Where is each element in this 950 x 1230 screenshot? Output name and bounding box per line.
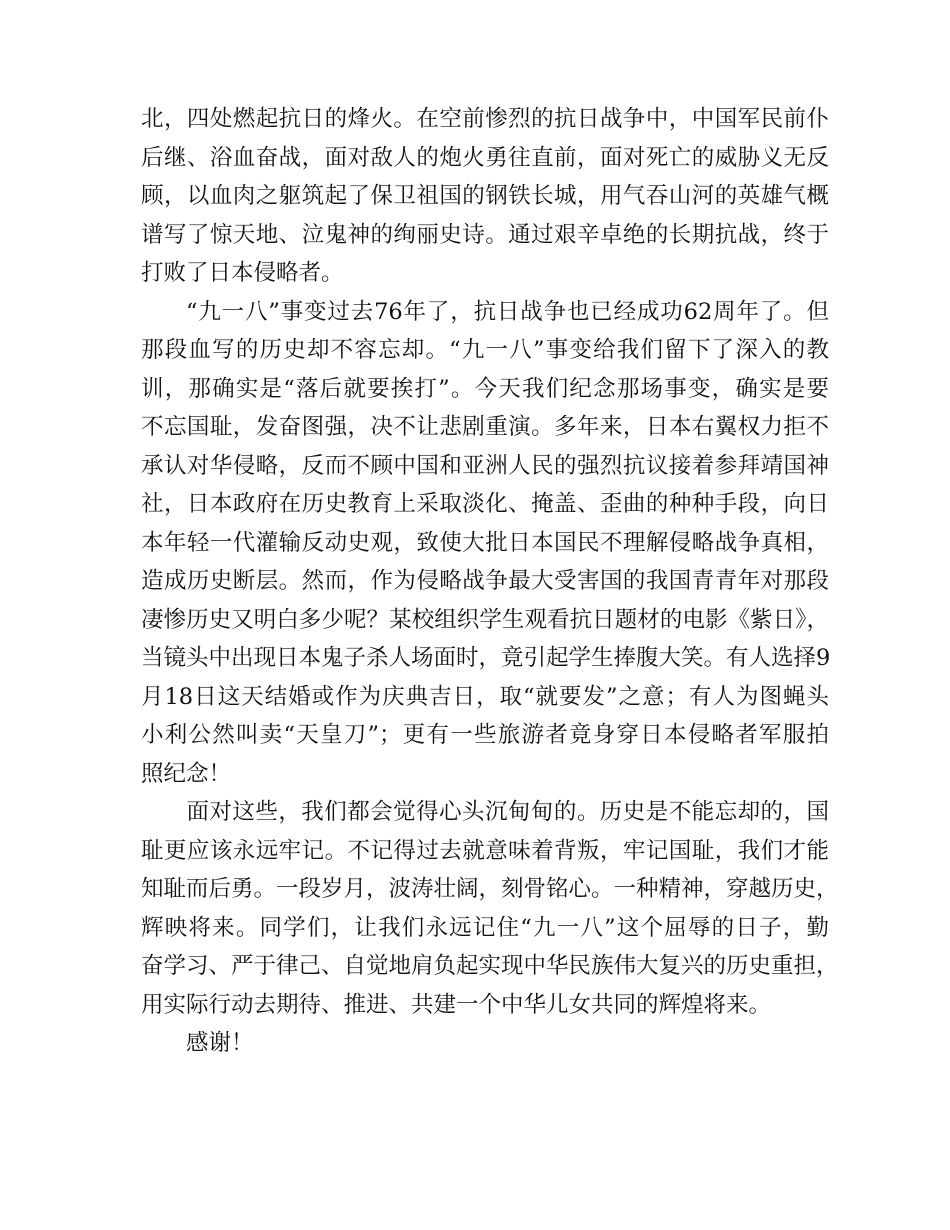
text-line: 凄惨历史又明白多少呢？某校组织学生观看抗日题材的电影《紫日》， — [141, 606, 829, 633]
text-line: 不忘国耻，发奋图强，决不让悲剧重演。多年来，日本右翼权力拒不 — [141, 414, 829, 440]
text-line: 北，四处燃起抗日的烽火。在空前惨烈的抗日战争中，中国军民前仆 — [141, 106, 829, 132]
text-line: 那段血写的历史却不容忘却。“九一八”事变给我们留下了深入的教 — [141, 337, 829, 363]
paragraph-1 — [141, 100, 829, 293]
text-line: 小利公然叫卖“天皇刀”；更有一些旅游者竟身穿日本侵略者军服拍 — [141, 722, 829, 748]
paragraph-4 — [141, 1024, 829, 1063]
text-line: 谱写了惊天地、泣鬼神的绚丽史诗。通过艰辛卓绝的长期抗战，终于 — [141, 221, 829, 248]
text-line: 造成历史断层。然而，作为侵略战争最大受害国的我国青青年对那段 — [141, 568, 829, 594]
text-line: 训，那确实是“落后就要挨打”。今天我们纪念那场事变，确实是要 — [141, 375, 829, 402]
text-line: 辉映将来。同学们，让我们永远记住“九一八”这个屈辱的日子，勤 — [141, 914, 829, 941]
text-line: 用实际行动去期待、推进、共建一个中华儿女共同的辉煌将来。 — [141, 991, 772, 1018]
text-line: 知耻而后勇。一段岁月，波涛壮阔，刻骨铭心。一种精神，穿越历史， — [141, 876, 839, 902]
text-line: 打败了日本侵略者。 — [141, 260, 344, 286]
text-line: 社，日本政府在历史教育上采取淡化、掩盖、歪曲的种种手段，向日 — [141, 491, 829, 517]
text-line: 顾，以血肉之躯筑起了保卫祖国的钢铁长城，用气吞山河的英雄气概 — [141, 183, 829, 209]
text-line: 照纪念！ — [141, 760, 232, 787]
document-page — [141, 100, 839, 1063]
text-line: 月18日这天结婚或作为庆典吉日，取“就要发”之意；有人为图蝇头 — [141, 683, 829, 710]
closing-text: 感谢！ — [186, 1030, 254, 1056]
text-line: 承认对华侵略，反而不顾中国和亚洲人民的强烈抗议接着参拜靖国神 — [141, 452, 829, 479]
paragraph-2 — [141, 293, 829, 794]
text-line-content: “九一八”事变过去76年了，抗日战争也已经成功62周年了。但 — [186, 298, 829, 325]
text-line-content: 面对这些，我们都会觉得心头沉甸甸的。历史是不能忘却的，国 — [186, 799, 829, 825]
text-line: 耻更应该永远牢记。不记得过去就意味着背叛，牢记国耻，我们才能 — [141, 837, 829, 864]
text-line-indented — [141, 793, 829, 832]
text-line: 后继、浴血奋战，面对敌人的炮火勇往直前，面对死亡的威胁义无反 — [141, 144, 829, 171]
paragraph-3 — [141, 793, 839, 1024]
text-line: 奋学习、严于律己、自觉地肩负起实现中华民族伟大复兴的历史重担， — [141, 953, 839, 979]
text-line-indented — [141, 293, 829, 332]
text-line: 当镜头中出现日本鬼子杀人场面时，竟引起学生捧腹大笑。有人选择9 — [141, 645, 831, 671]
text-line: 本年轻一代灌输反动史观，致使大批日本国民不理解侵略战争真相， — [141, 529, 829, 556]
text-line-indented — [141, 1024, 829, 1063]
